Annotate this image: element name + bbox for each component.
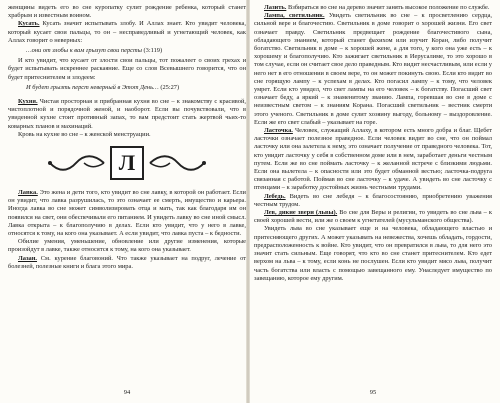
entry-text: Это жена и дети того, кто увидит во сне лавку, в которой он работает. Если он увидит, что лавка разрушилась, то это означает ее смерть, имущество и карьера. Иногда лавка во сне может символизировать отца и мать, так как благодаря им он появился на свет, они обеспечивали его питанием. И увидеть лавку во сне иной смысл. Лавка открыта – к благополучию в делах. Если кто увидит, что у него в лавке, относятся к тому, на кого она указывает. А если увидит, что лавка пуста – к бедности. <box>8 189 246 238</box>
entry-lastochka <box>254 127 492 193</box>
left-page <box>8 4 246 399</box>
chapter-ornament <box>8 145 246 181</box>
quote <box>8 84 246 92</box>
entry-text: Видеть во сне лебедя – к благосостоянию, приобретению уважения честным трудом. <box>254 192 492 208</box>
paragraph: И кто увидит, что кусает от злости свои пальцы, тот пожалеет о своих грехах и будет испытывать искреннее раскаяние. Еще со слов Всевышнего говорится, что он будет притеснителем и злодеем: <box>8 57 246 81</box>
entry-text: Кусать значит испытывать злобу. И Аллах знает. Кто увидит человека, который кусает свои пальцы, то он – несправедливый и угнетающий человек, как Аллах говорит о неверных: <box>8 20 246 44</box>
quote-ref: (3:119) <box>143 47 163 55</box>
entry-text: Человек, служащий Аллаху, в котором есть много добра и благ. Щебет ласточки означает полезное праведное. Если человек видит во сне, что он поймал ласточку или она залетела к нему, это означает получение от праведного человека. Тот, кто увидит ласточку у себя в собственном доме или в нем, заработает деньги честным путем. Если же во сне поймать ласточку – к желанной встрече с близкими людьми. Если она вылетела – к опасности или это будет обманной вестью; ласточка-подруга связанная с работой. Поймав во сне ласточку – к удаче. А увидеть во сне ласточку с птенцами – к заработку достойных жизнь честными трудами. <box>254 127 492 192</box>
paragraph: Кровь на кухне во сне – к женской менструации. <box>18 130 151 138</box>
chapter-letter-box <box>110 146 144 180</box>
entry-term: Лазан. <box>18 254 38 262</box>
entry-term: Лампа, светильник. <box>264 12 325 20</box>
quote <box>8 47 246 55</box>
entry-term: Лазить. <box>264 4 287 11</box>
entry-term: Кухня. <box>18 98 38 106</box>
entry-text: Во сне для Веры и религии, то увидеть во сне льва – к своей хорошей вести, или же о своем к угнетателей (мусульманского общества). <box>254 209 492 225</box>
ornament-left-icon <box>46 152 106 174</box>
entry-lampa <box>254 12 492 127</box>
ornament-right-icon <box>148 152 208 174</box>
entry-term: Лев, дикие звери (львы). <box>264 209 338 217</box>
entry-term: Лебедь. <box>264 192 286 200</box>
quote-text: …они от злобы к вам грызут свои персты <box>26 47 142 55</box>
quote-text: И будет грызть перст неверный в Этот День… <box>26 83 159 91</box>
chapter-letter: Л <box>118 149 136 175</box>
entry-text: Взбираться во сне на дерево значит занять высокое положение по службе. <box>287 4 490 11</box>
entry-lebed <box>254 193 492 209</box>
entry-text: См. курение благовоний. Что также указывает на подруг, лечение от болезней, полезные книги и блага этого мира. <box>8 254 246 270</box>
page-number: 94 <box>123 388 131 396</box>
entry-term: Лавка. <box>18 189 38 197</box>
quote-ref: (25:27) <box>160 83 180 91</box>
entry-lazan <box>8 255 246 271</box>
entry-text: Увидеть светильник во сне – к просветлению сердца, сильной вере и благочестию. Светильник в доме говорит о хорошей жизни. Его свет означает правду. Светильник предвещает рождение благочестивого сына, обладающего знанием, который станет фахихом или изучит Коран, либо получит богатство. Светильник в доме – к хорошей жене, а для того, у кого она уже есть – к хорошему и благополучию. Кто зажигает светильник в Иерусалиме, то это хорошо в том случае, если он считает свое дело праведным. Кто видит несчастливым, или если у него нет в его отношении в своем вере, то он может покинуть свою. Если кто видит во сне горящую лампу – к успехам в делах. Кто погасил лампу – к тому, что человек умрет. Если кто увидел, что свет лампы на его человек – к богатству. Погасший свет означает беду, а яркий – к знаменитому званию. Лампа, горевшая во сне в доме с неизвестным светом – к знаниям Корана. Погасший светильник – вестник смерти этого ученого. Светильник в доме сулит хозяину выгоду, больному – выздоровление. Если же его свет слабый – указывает на горе. <box>254 12 492 126</box>
entry-kukhnya <box>8 98 246 131</box>
entry-term: Ласточка. <box>264 127 293 135</box>
paragraph: Обилие умения, уменьшение, обновление или другие изменения, которые произойдут в лавке, также относятся к тому, на кого она указывает. <box>8 238 246 254</box>
right-page <box>254 4 492 399</box>
entry-lev <box>254 209 492 225</box>
book-gutter <box>246 0 250 403</box>
page-number: 95 <box>369 388 377 396</box>
paragraph: женщины видеть его во сне куропатку сулит рождение ребенка, который станет храбрым и известным воином. <box>8 4 246 20</box>
paragraph: Увидеть льва во сне указывает еще и на человека, обладающего властью и притесняющего других. А может указывать на невежества, хочешь обладать, гордости, предрасположенность к войне. Кто увидит, что он превратился в льва, то для него это значит стать сильным. Еще говорят, что кто во сне станет притеснителем. Кто едет верхом на льва – к тому, если конь не послушен. Если кто увидит мясо льва, получит часть богатства или власть с помощью завещанного ему. Унаследует имущество по завещанию, которое ему другим. <box>254 225 492 282</box>
entry-lavka <box>8 189 246 238</box>
entry-term: Кусать. <box>18 20 40 28</box>
entry-lazit <box>254 4 492 12</box>
entry-text: Чистая просторная и прибранная кухня во сне – к знакомству с красивой, чистоплотной и порядочной женой, и наоборот. Если вы почувствовали, что в увиденной кухне стоит противный запах, то вам предстоит стать жертвой чьих-то коварных планов и махинаций. <box>8 98 246 130</box>
entry-kusat <box>8 20 246 45</box>
